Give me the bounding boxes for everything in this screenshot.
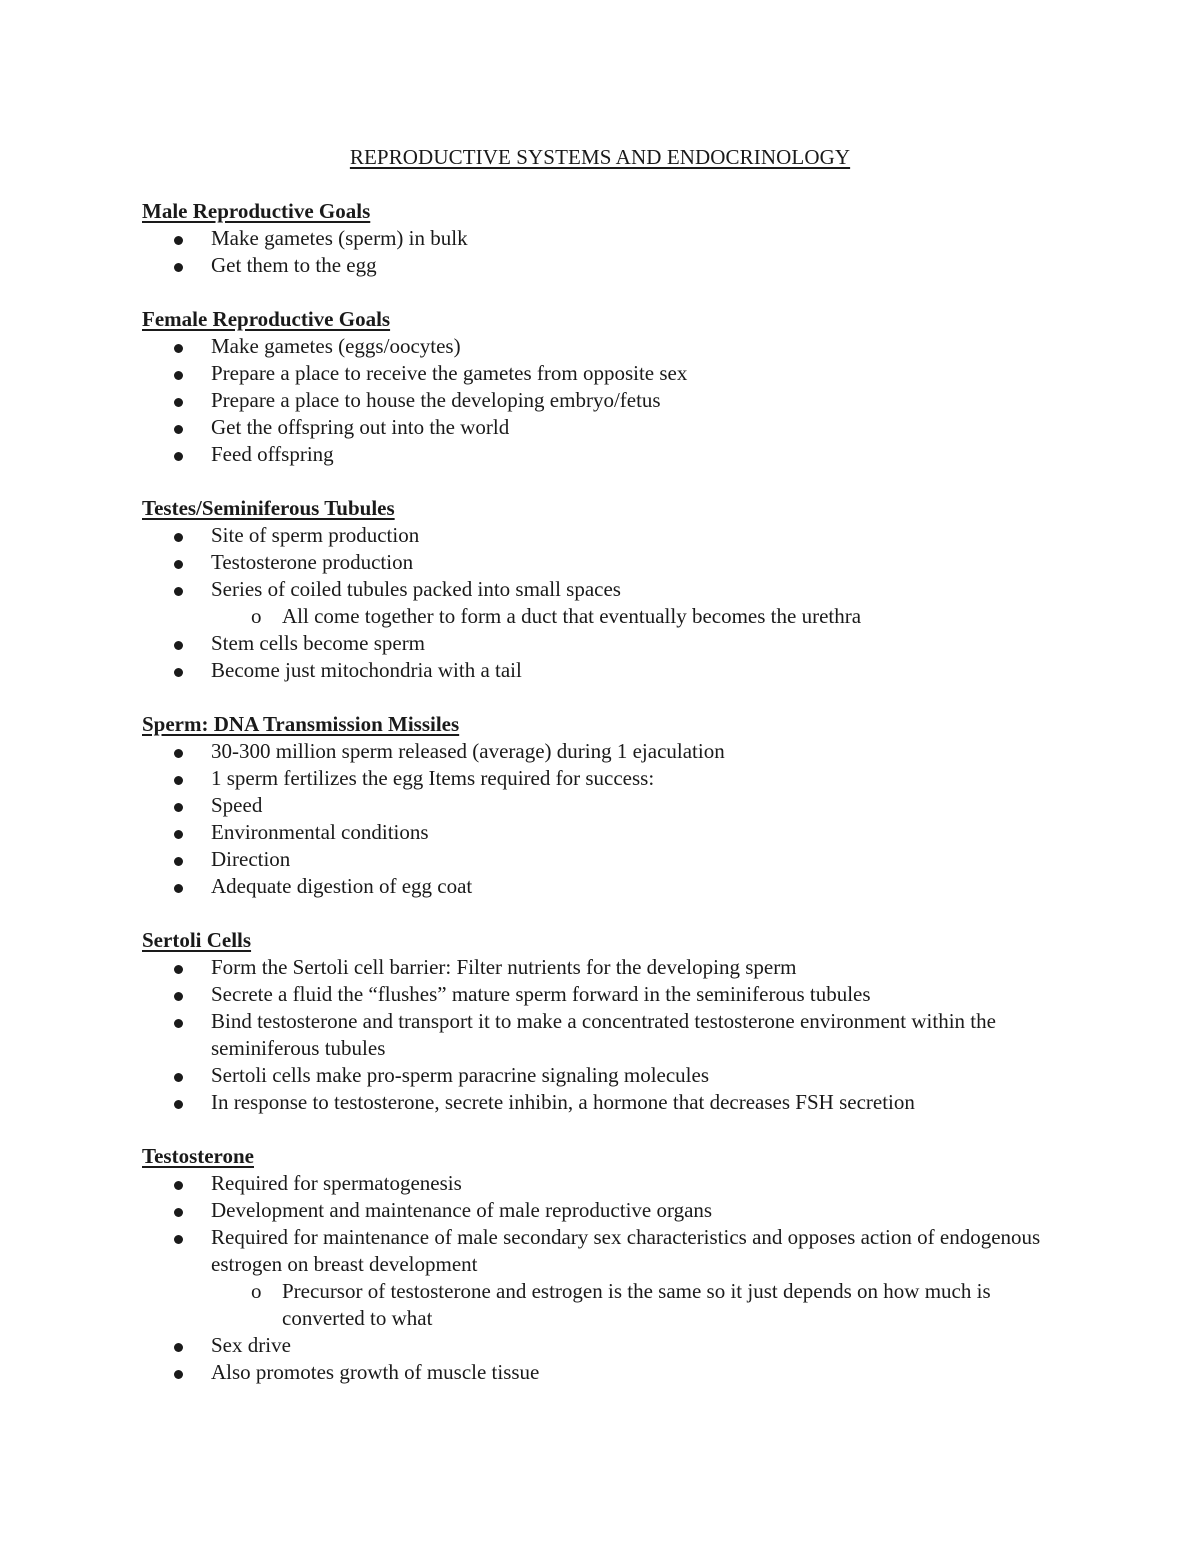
bullet-item: [142, 1359, 1072, 1386]
bullet-item: [142, 522, 1072, 549]
bullet-item: [142, 792, 1072, 819]
bullet-item: [142, 549, 1072, 576]
bullet-dot-icon: [174, 344, 183, 353]
bullet-dot-icon: [174, 1208, 183, 1217]
bullet-item: [142, 333, 1072, 360]
bullet-item: [142, 738, 1072, 765]
bullet-text: Direction: [211, 847, 291, 871]
bullet-dot-icon: [174, 776, 183, 785]
bullet-dot-icon: [174, 749, 183, 758]
document-title: REPRODUCTIVE SYSTEMS AND ENDOCRINOLOGY: [349, 145, 851, 169]
bullet-dot-icon: [174, 1019, 183, 1028]
bullet-dot-icon: [174, 371, 183, 380]
bullet-dot-icon: [174, 560, 183, 569]
bullet-item: [142, 252, 1072, 279]
bullet-text: Get them to the egg: [211, 253, 377, 277]
bullet-text: Required for spermatogenesis: [211, 1171, 462, 1195]
bullet-item: [142, 1008, 1072, 1062]
bullet-text: Environmental conditions: [211, 820, 429, 844]
bullet-item: [142, 873, 1072, 900]
bullet-text: 30-300 million sperm released (average) during 1 ejaculation: [211, 739, 725, 763]
bullet-item: [142, 1332, 1072, 1359]
bullet-text: Stem cells become sperm: [211, 631, 426, 655]
section: [142, 1143, 1072, 1386]
bullet-dot-icon: [174, 1370, 183, 1379]
bullet-text: Make gametes (eggs/oocytes): [211, 334, 461, 358]
bullet-item: [142, 1062, 1072, 1089]
bullet-dot-icon: [174, 992, 183, 1001]
bullet-dot-icon: [174, 425, 183, 434]
bullet-text: Also promotes growth of muscle tissue: [211, 1360, 540, 1384]
sub-bullet-item: [142, 603, 1072, 630]
bullet-item: [142, 414, 1072, 441]
bullet-dot-icon: [174, 965, 183, 974]
section-heading: Sertoli Cells: [142, 928, 252, 952]
sub-bullet-text: All come together to form a duct that eventually becomes the urethra: [282, 604, 862, 628]
bullet-item: [142, 1224, 1072, 1278]
bullet-dot-icon: [174, 641, 183, 650]
bullet-item: [142, 576, 1072, 603]
bullet-text: Testosterone production: [211, 550, 414, 574]
bullet-text: Site of sperm production: [211, 523, 420, 547]
bullet-text: Required for maintenance of male secondary sex characteristics and opposes action of endogenous estrogen on breast development: [211, 1225, 1041, 1276]
bullet-dot-icon: [174, 398, 183, 407]
section-heading: Testes/Seminiferous Tubules: [142, 496, 395, 520]
bullet-text: Adequate digestion of egg coat: [211, 874, 473, 898]
bullet-text: Form the Sertoli cell barrier: Filter nutrients for the developing sperm: [211, 955, 797, 979]
bullet-text: Speed: [211, 793, 263, 817]
section: [142, 306, 1072, 468]
bullet-text: Bind testosterone and transport it to make a concentrated testosterone environment within the seminiferous tubules: [211, 1009, 996, 1060]
bullet-list: [142, 522, 1072, 684]
section: [142, 495, 1072, 684]
bullet-item: [142, 819, 1072, 846]
bullet-item: [142, 225, 1072, 252]
bullet-text: In response to testosterone, secrete inhibin, a hormone that decreases FSH secretion: [211, 1090, 915, 1114]
bullet-text: Feed offspring: [211, 442, 334, 466]
bullet-item: [142, 441, 1072, 468]
bullet-item: [142, 1197, 1072, 1224]
bullet-dot-icon: [174, 236, 183, 245]
hollow-bullet-icon: o: [251, 1279, 262, 1303]
bullet-item: [142, 387, 1072, 414]
bullet-text: 1 sperm fertilizes the egg Items required for success:: [211, 766, 655, 790]
bullet-item: [142, 846, 1072, 873]
bullet-list: [142, 738, 1072, 900]
bullet-text: Development and maintenance of male reproductive organs: [211, 1198, 713, 1222]
bullet-dot-icon: [174, 857, 183, 866]
bullet-dot-icon: [174, 668, 183, 677]
bullet-item: [142, 630, 1072, 657]
bullet-dot-icon: [174, 587, 183, 596]
bullet-item: [142, 765, 1072, 792]
bullet-dot-icon: [174, 1073, 183, 1082]
bullet-list: [142, 1170, 1072, 1386]
bullet-dot-icon: [174, 884, 183, 893]
bullet-text: Get the offspring out into the world: [211, 415, 510, 439]
sub-bullet-item: [142, 1278, 1072, 1332]
bullet-item: [142, 981, 1072, 1008]
bullet-text: Sertoli cells make pro-sperm paracrine signaling molecules: [211, 1063, 710, 1087]
bullet-item: [142, 1089, 1072, 1116]
section-heading: Sperm: DNA Transmission Missiles: [142, 712, 460, 736]
section: [142, 711, 1072, 900]
bullet-dot-icon: [174, 1235, 183, 1244]
bullet-dot-icon: [174, 1100, 183, 1109]
bullet-text: Series of coiled tubules packed into small spaces: [211, 577, 621, 601]
bullet-list: [142, 333, 1072, 468]
document-body: [142, 198, 1072, 1413]
hollow-bullet-icon: o: [251, 604, 262, 628]
bullet-dot-icon: [174, 452, 183, 461]
bullet-dot-icon: [174, 803, 183, 812]
bullet-text: Make gametes (sperm) in bulk: [211, 226, 468, 250]
section-heading: Female Reproductive Goals: [142, 307, 391, 331]
bullet-item: [142, 1170, 1072, 1197]
bullet-item: [142, 954, 1072, 981]
bullet-text: Become just mitochondria with a tail: [211, 658, 522, 682]
bullet-text: Prepare a place to house the developing embryo/fetus: [211, 388, 661, 412]
bullet-dot-icon: [174, 533, 183, 542]
bullet-dot-icon: [174, 830, 183, 839]
bullet-text: Sex drive: [211, 1333, 291, 1357]
bullet-text: Prepare a place to receive the gametes from opposite sex: [211, 361, 688, 385]
bullet-text: Secrete a fluid the “flushes” mature sperm forward in the seminiferous tubules: [211, 982, 871, 1006]
bullet-dot-icon: [174, 1343, 183, 1352]
section: [142, 927, 1072, 1116]
bullet-item: [142, 360, 1072, 387]
section-heading: Testosterone: [142, 1144, 254, 1168]
section-heading: Male Reproductive Goals: [142, 199, 371, 223]
bullet-dot-icon: [174, 263, 183, 272]
bullet-dot-icon: [174, 1181, 183, 1190]
bullet-list: [142, 225, 1072, 279]
bullet-item: [142, 657, 1072, 684]
sub-bullet-text: Precursor of testosterone and estrogen is the same so it just depends on how much is converted to what: [282, 1279, 991, 1330]
section: [142, 198, 1072, 279]
bullet-list: [142, 954, 1072, 1116]
